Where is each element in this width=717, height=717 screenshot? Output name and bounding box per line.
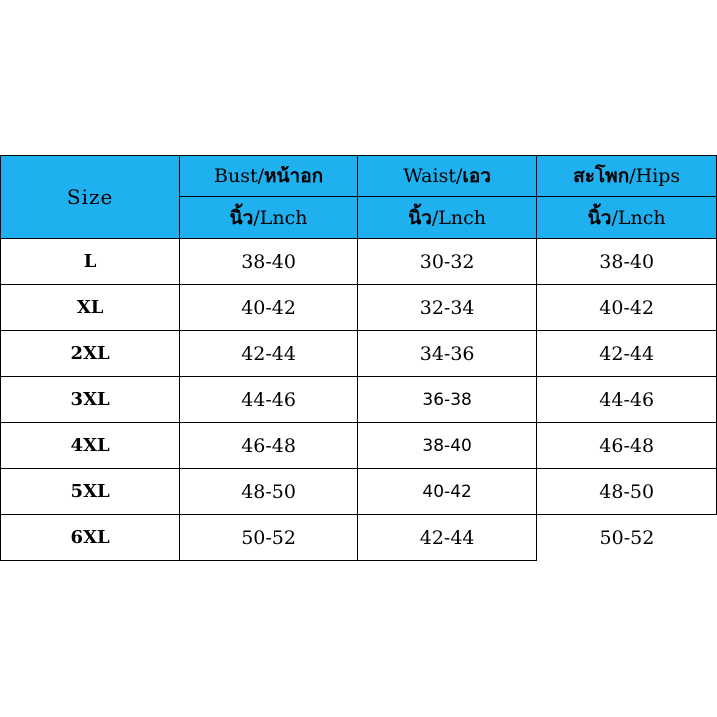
- bust-unit-header: [180, 197, 358, 239]
- bust-column-header: [180, 156, 358, 197]
- bust-cell: 48-50: [180, 469, 358, 515]
- hips-title-en: /Hips: [629, 165, 681, 187]
- table-row: [1, 285, 717, 331]
- bust-cell: 40-42: [180, 285, 358, 331]
- size-chart-table: [0, 155, 717, 561]
- waist-cell: 42-44: [357, 515, 536, 561]
- size-cell: 5XL: [1, 469, 180, 515]
- bust-cell: 42-44: [180, 331, 358, 377]
- hips-unit-header: [537, 197, 717, 239]
- hips-cell: 44-46: [537, 377, 717, 423]
- waist-cell: 36-38: [357, 377, 536, 423]
- table-row: [1, 239, 717, 285]
- bust-cell: 38-40: [180, 239, 358, 285]
- hips-cell: 48-50: [537, 469, 717, 515]
- hips-cell: 40-42: [537, 285, 717, 331]
- size-cell: L: [1, 239, 180, 285]
- hips-column-header: [537, 156, 717, 197]
- waist-cell: 34-36: [357, 331, 536, 377]
- bust-cell: 46-48: [180, 423, 358, 469]
- table-row: [1, 515, 717, 561]
- waist-title-en: Waist/: [403, 165, 463, 187]
- waist-cell: 30-32: [357, 239, 536, 285]
- bust-cell: 50-52: [180, 515, 358, 561]
- hips-unit-en: /Lnch: [611, 206, 666, 229]
- bust-unit-en: /Lnch: [253, 206, 308, 229]
- bust-unit-th: นิ้ว: [229, 206, 254, 229]
- size-cell: XL: [1, 285, 180, 331]
- waist-unit-en: /Lnch: [431, 206, 487, 229]
- bust-title-en: Bust/: [214, 165, 265, 187]
- bust-cell: 44-46: [180, 377, 358, 423]
- table-row: [1, 469, 717, 515]
- table-row: [1, 331, 717, 377]
- hips-cell: 42-44: [537, 331, 717, 377]
- table-row: [1, 423, 717, 469]
- table-row: [1, 377, 717, 423]
- hips-title-th: สะโพก: [573, 165, 630, 187]
- bust-title-th: หน้าอก: [264, 165, 324, 187]
- waist-unit-th: นิ้ว: [408, 206, 432, 229]
- waist-title-th: เอว: [462, 165, 491, 187]
- hips-cell: 38-40: [537, 239, 717, 285]
- waist-column-header: [357, 156, 536, 197]
- hips-cell: 46-48: [537, 423, 717, 469]
- size-column-header: Size: [1, 156, 180, 239]
- size-cell: 6XL: [1, 515, 180, 561]
- size-cell: 2XL: [1, 331, 180, 377]
- waist-cell: 38-40: [357, 423, 536, 469]
- waist-unit-header: [357, 197, 536, 239]
- header-row-titles: [1, 156, 717, 197]
- hips-unit-th: นิ้ว: [587, 206, 612, 229]
- waist-cell: 32-34: [357, 285, 536, 331]
- size-cell: 3XL: [1, 377, 180, 423]
- waist-cell: 40-42: [357, 469, 536, 515]
- size-cell: 4XL: [1, 423, 180, 469]
- hips-cell: 50-52: [537, 515, 717, 561]
